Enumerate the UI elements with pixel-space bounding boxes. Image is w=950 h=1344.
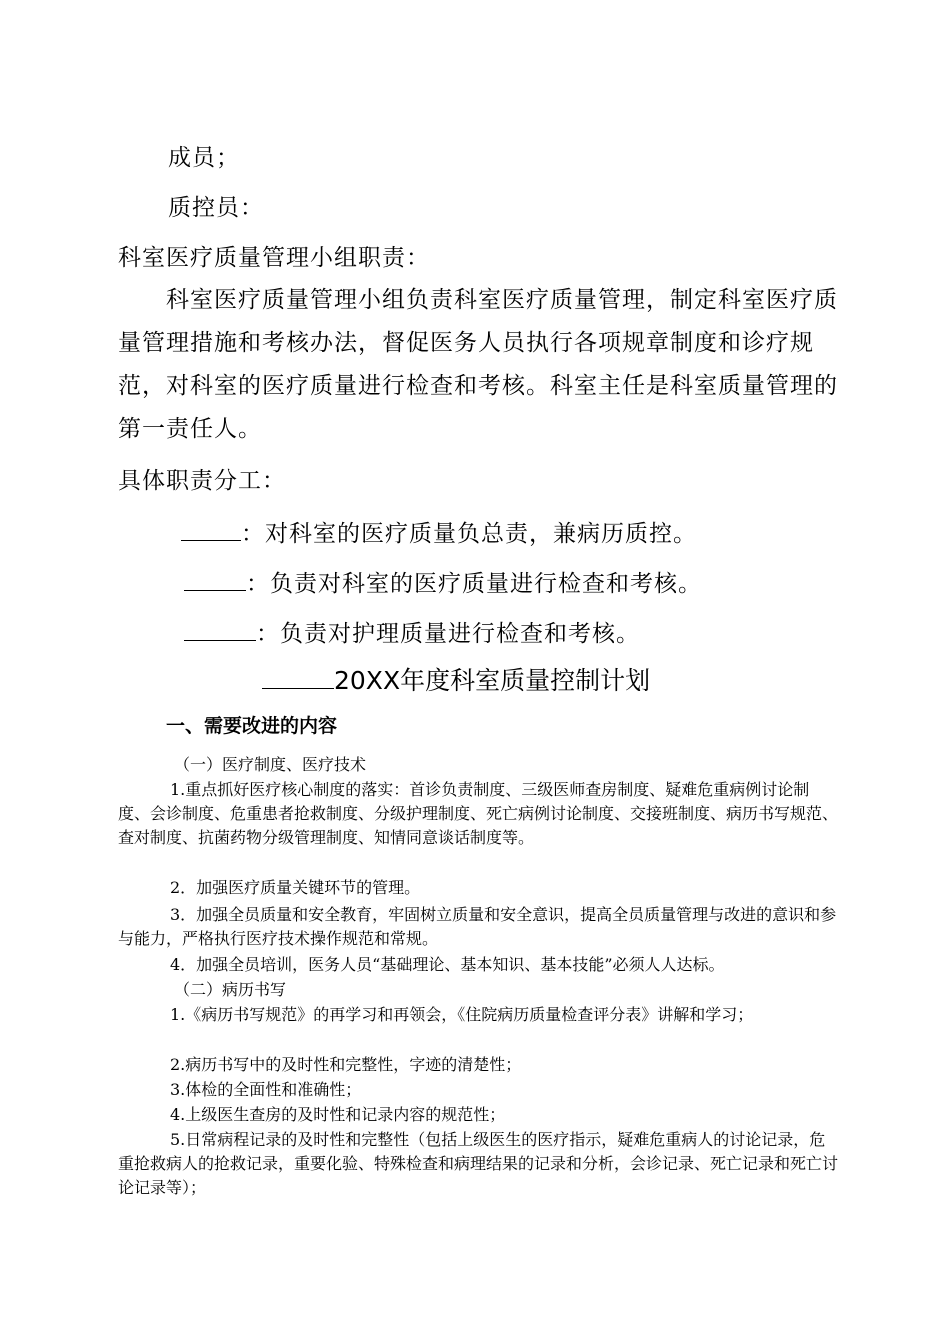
title-blank [262,662,334,689]
name-blank [184,616,256,641]
plan-title [262,662,650,698]
duties-paragraph [118,279,838,451]
duties-heading: 科室医疗质量管理小组职责： [118,245,430,271]
name-blank [181,516,241,541]
list-item: 1.重点抓好医疗核心制度的落实：首诊负责制度、三级医师查房制度、疑难危重病例讨论制度、会诊制度、危重患者抢救制度、分级护理制度、死亡病例讨论制度、交接班制度、病历书写规范、查对制度、抗菌药物分级管理制度、知情同意谈话制度等。 [118,780,839,847]
division-heading: 具体职责分工： [118,468,286,494]
division-text: ：对科室的医疗质量负总责，兼病历质控。 [241,521,697,547]
list-item: 4．加强全员培训，医务人员“基础理论、基本知识、基本技能”必须人人达标。 [170,955,725,974]
subsection-title: （二）病历书写 [174,980,287,999]
list-item: 5.日常病程记录的及时性和完整性（包括上级医生的医疗指示，疑难危重病人的讨论记录，危重抢救病人的抢救记录，重要化验、特殊检查和病理结果的记录和分析，会诊记录、死亡记录和死亡讨论记录等）； [118,1130,839,1197]
list-item: 1.《病历书写规范》的再学习和再领会，《住院病历质量检查评分表》讲解和学习； [170,1005,754,1024]
list-item: 2.病历书写中的及时性和完整性，字迹的清楚性； [170,1055,522,1074]
list-item: 3.体检的全面性和准确性； [170,1080,362,1099]
plan-title-text: 20XX年度科室质量控制计划 [334,666,651,695]
list-item: 2．加强医疗质量关键环节的管理。 [170,878,421,897]
duties-text: 科室医疗质量管理小组负责科室医疗质量管理，制定科室医疗质量管理措施和考核办法，督促医务人员执行各项规章制度和诊疗规范，对科室的医疗质量进行检查和考核。科室主任是科室质量管理的第一责任人。 [118,287,838,442]
qc-label: 质控员： [168,195,264,221]
division-text: ：负责对护理质量进行检查和考核。 [256,621,640,647]
division-line-3 [184,616,640,649]
subsection-title: （一）医疗制度、医疗技术 [174,755,367,774]
list-item: 3．加强全员质量和安全教育，牢固树立质量和安全意识，提高全员质量管理与改进的意识和参与能力，严格执行医疗技术操作规范和常规。 [118,905,837,948]
members-label: 成员； [168,145,240,171]
division-text: ：负责对科室的医疗质量进行检查和考核。 [246,571,702,597]
section-title: 一、需要改进的内容 [166,715,338,737]
division-line-2 [184,566,702,599]
name-blank [184,566,246,591]
division-line-1 [181,516,697,549]
list-item: 4.上级医生查房的及时性和记录内容的规范性； [170,1105,506,1124]
